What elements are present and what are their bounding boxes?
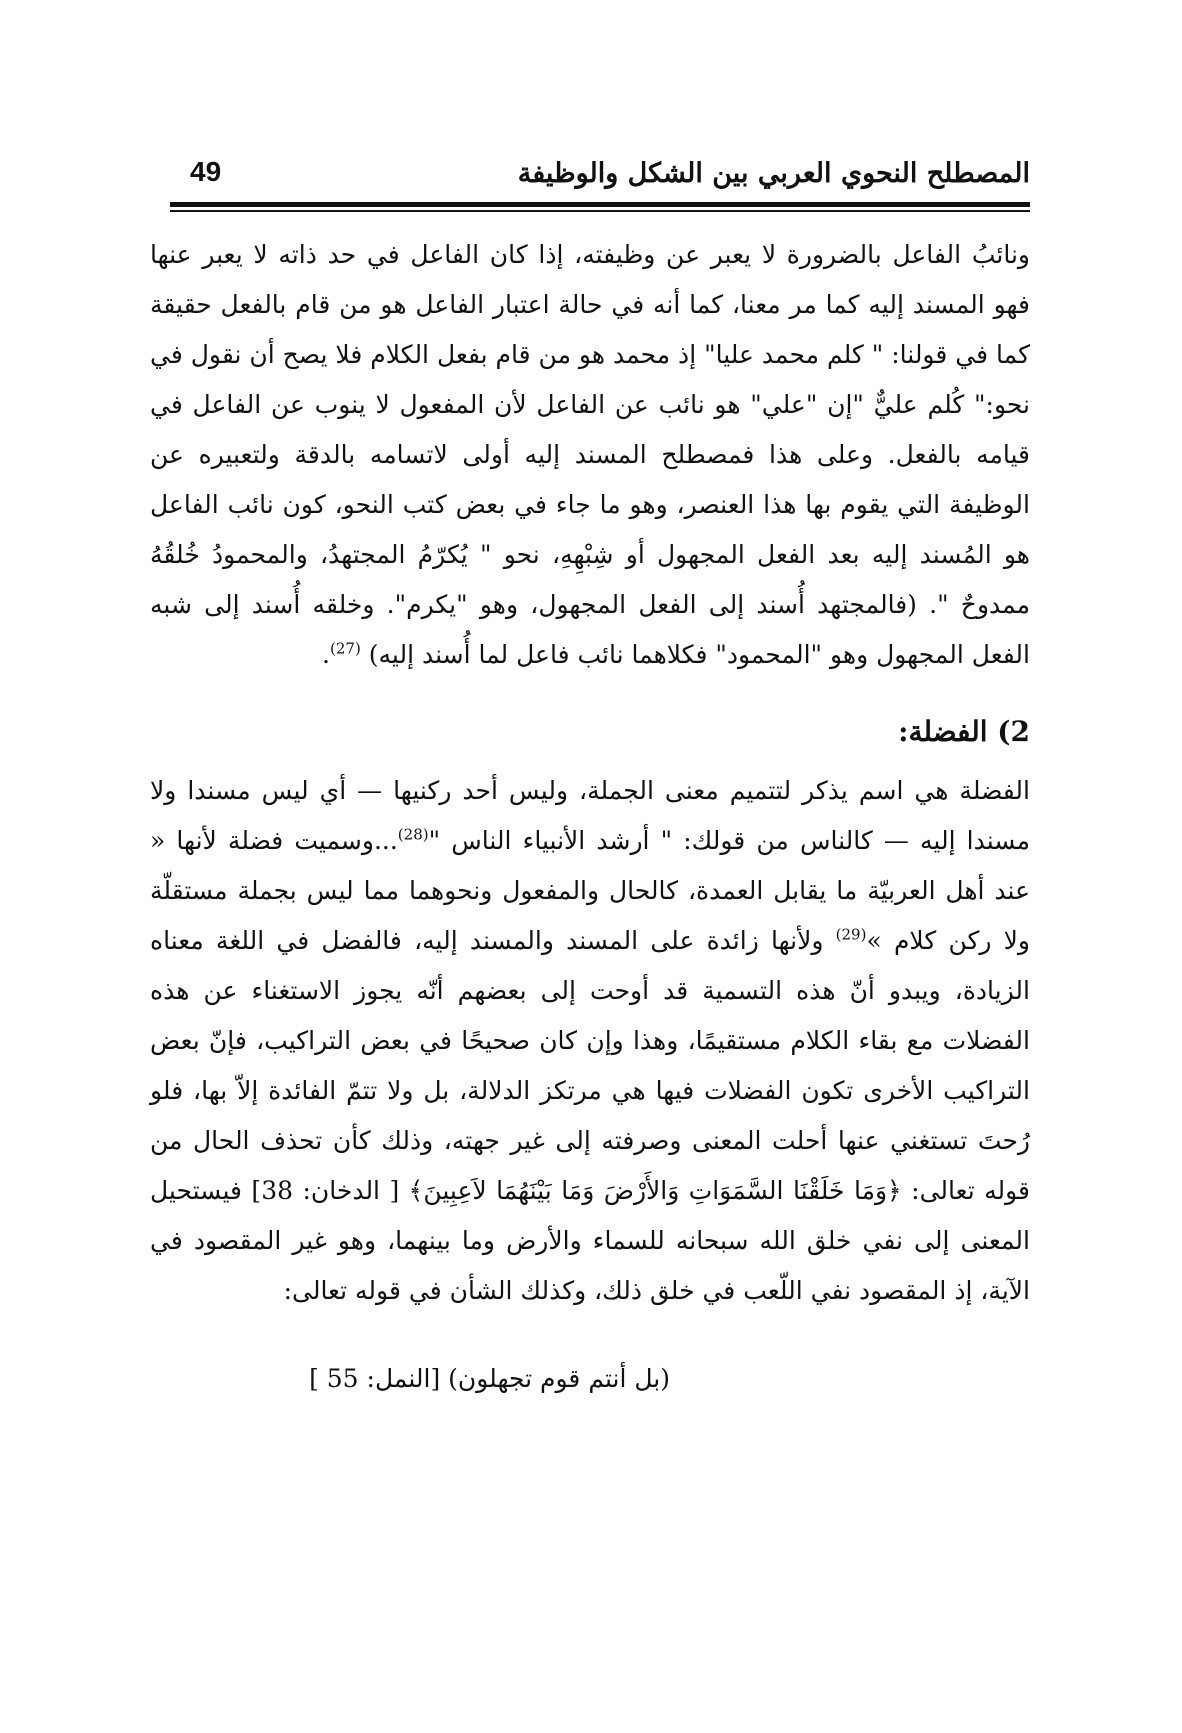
header-rule-thick <box>170 202 1030 207</box>
paragraph-2-part-3: ولأنها زائدة على المسند والمسند إليه، فالفضل في اللغة معناه الزيادة، ويبدو أنّ هذه التسمية قد أوحت إلى بعضهم أنّه يجوز الاستغناء عن هذه الفضلات مع بقاء الكلام مستقيمًا، وهذا وإن كان صحيحًا في بعض التراكيب، فإنّ بعض التراكيب الأخرى تكون الفضلات فيها هي مرتكز الدلالة، بل ولا تتمّ الفائدة إلاّ بها، فلو رُحتَ تستغني عنها أحلت المعنى وصرفته إلى غير جهته، وذلك كأن تحذف الحال من قوله تعالى: ﴿وَمَا خَلَقْنَا السَّمَوَاتِ وَالأَرْضَ وَمَا بَيْنَهُمَا لاَعِبِينَ﴾ [ الدخان: 38] فيستحيل المعنى إلى نفي خلق الله سبحانه للسماء والأرض وما بينهما، وهو غير المقصود في الآية، إذ المقصود نفي اللّعب في خلق ذلك، وكذلك الشأن في قوله تعالى: <box>150 926 1031 1305</box>
paragraph-2 <box>150 766 1030 1316</box>
quoted-verse: (بل أنتم قوم تجهلون) [النمل: 55 ] <box>309 1364 670 1393</box>
paragraph-1 <box>150 230 1030 680</box>
book-title: المصطلح النحوي العربي بين الشكل والوظيفة <box>517 158 1030 189</box>
paragraph-1-text: ونائبُ الفاعل بالضرورة لا يعبر عن وظيفته، إذا كان الفاعل في حد ذاته لا يعبر عنها فهو المسند إليه كما مر معنا، كما أنه في حالة اعتبار الفاعل هو من قام بالفعل حقيقة كما في قولنا: " كلم محمد عليا" إذ محمد هو من قام بفعل الكلام فلا يصح أن نقول في نحو:" كُلم عليٌّ "إن "علي" هو نائب عن الفاعل لأن المفعول لا ينوب عن الفاعل في قيامه بالفعل. وعلى هذا فمصطلح المسند إليه أولى لاتسامه بالدقة ولتعبيره عن الوظيفة التي يقوم بها هذا العنصر، وهو ما جاء في بعض كتب النحو، كون نائب الفاعل هو المُسند إليه بعد الفعل المجهول أو شِبْهِهِ، نحو " يُكرّمُ المجتهدُ، والمحمودُ خُلقُهُ ممدوحٌ ". (فالمجتهد أُسند إلى الفعل المجهول، وهو "يكرم". وخلقه أُسند إلى شبه الفعل المجهول وهو "المحمود" فكلاهما نائب فاعل لما أُسند إليه) <box>150 240 1030 669</box>
footnote-ref-27: (27) <box>329 639 361 658</box>
paragraph-2-part-2: ...وسميت فضلة لأنها « عند أهل العربيّة ما يقابل العمدة، كالحال والمفعول ونحوهما مما ليس بجملة مستقلّة ولا ركن كلام » <box>150 826 1030 955</box>
section-heading: 2) الفضلة: <box>898 715 1030 748</box>
footnote-ref-28: (28) <box>397 825 429 844</box>
header-rule-thin <box>170 210 1030 212</box>
paragraph-2-part-1: الفضلة هي اسم يذكر لتتميم معنى الجملة، وليس أحد ركنيها — أي ليس مسندا ولا مسندا إليه — كالناس من قولك: " أرشد الأنبياء الناس " <box>150 776 1030 855</box>
paragraph-1-end: . <box>322 640 330 669</box>
running-header <box>170 150 1030 200</box>
footnote-ref-29: (29) <box>835 925 867 944</box>
page-body <box>150 230 1030 1404</box>
page-number: 49 <box>190 156 222 187</box>
